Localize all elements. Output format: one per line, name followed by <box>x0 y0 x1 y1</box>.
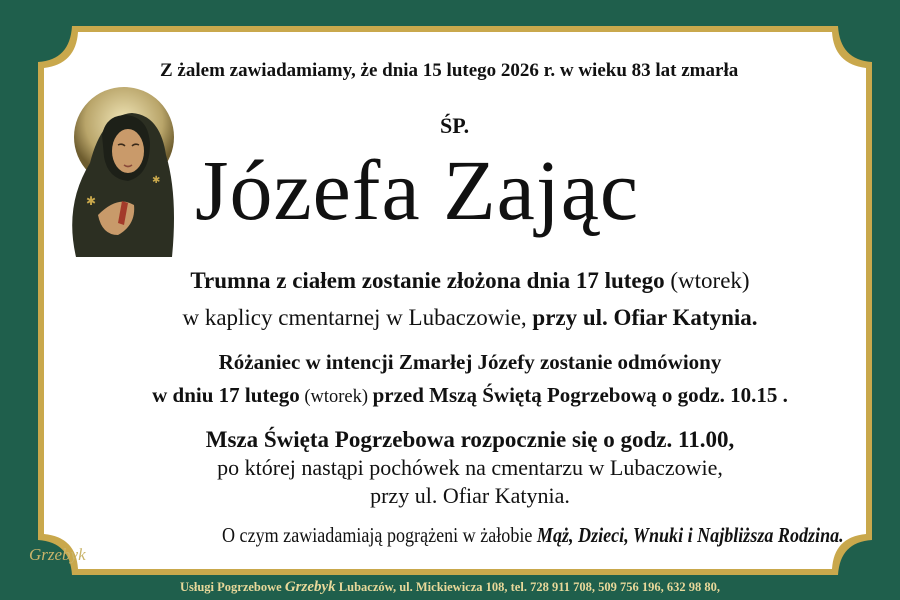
para2-line1: Różaniec w intencji Zmarłej Józefy zostanie odmówiony <box>218 350 722 374</box>
svg-text:✱: ✱ <box>152 175 161 186</box>
footer-right: Lubaczów, ul. Mickiewicza 108, tel. 728 911 708, 509 756 196, 632 98 80, <box>335 580 721 594</box>
para1-line2-normal: w kaplicy cmentarnej w Lubaczowie, <box>182 305 527 330</box>
para1-line2 <box>20 305 900 331</box>
footer-brand: Grzebyk <box>284 579 336 595</box>
closing-line <box>222 523 844 548</box>
footer-contact <box>0 579 900 596</box>
svg-text:✱: ✱ <box>86 194 97 208</box>
para1-line1 <box>20 268 900 294</box>
para2-line2-normal: (wtorek) <box>299 386 373 406</box>
para1-line1-bold: Trumna z ciałem zostanie złożona dnia 17 lutego <box>190 268 665 293</box>
para3-line3: przy ul. Ofiar Katynia. <box>370 483 570 508</box>
deceased-name: Józefa Zając <box>195 142 640 238</box>
para2-line2-bold-a: w dniu 17 lutego <box>152 383 300 407</box>
intro-text: Z żalem zawiadamiamy, że dnia 15 lutego 2026 r. w wieku 83 lat zmarła <box>160 60 739 81</box>
para1-line2-bold: przy ul. Ofiar Katynia. <box>526 305 758 330</box>
para2-line2 <box>20 383 900 408</box>
para1-line1-normal: (wtorek) <box>664 268 750 293</box>
closing-text: O czym zawiadamiają pogrążeni w żałobie <box>222 523 533 547</box>
footer-left: Usługi Pogrzebowe <box>179 580 285 594</box>
para3-line2: po której nastąpi pochówek na cmentarzu w Lubaczowie, <box>217 455 723 480</box>
prefix-sp: ŚP. <box>440 113 470 138</box>
para2-line2-bold-b: przed Mszą Świętą Pogrzebową o godz. 10.15 . <box>372 383 788 407</box>
closing-family: Mąż, Dzieci, Wnuki i Najbliższa Rodzina. <box>536 523 844 547</box>
para3-line1: Msza Święta Pogrzebowa rozpocznie się o godz. 11.00, <box>205 427 735 452</box>
brand-logo: Grzebyk <box>29 545 86 564</box>
